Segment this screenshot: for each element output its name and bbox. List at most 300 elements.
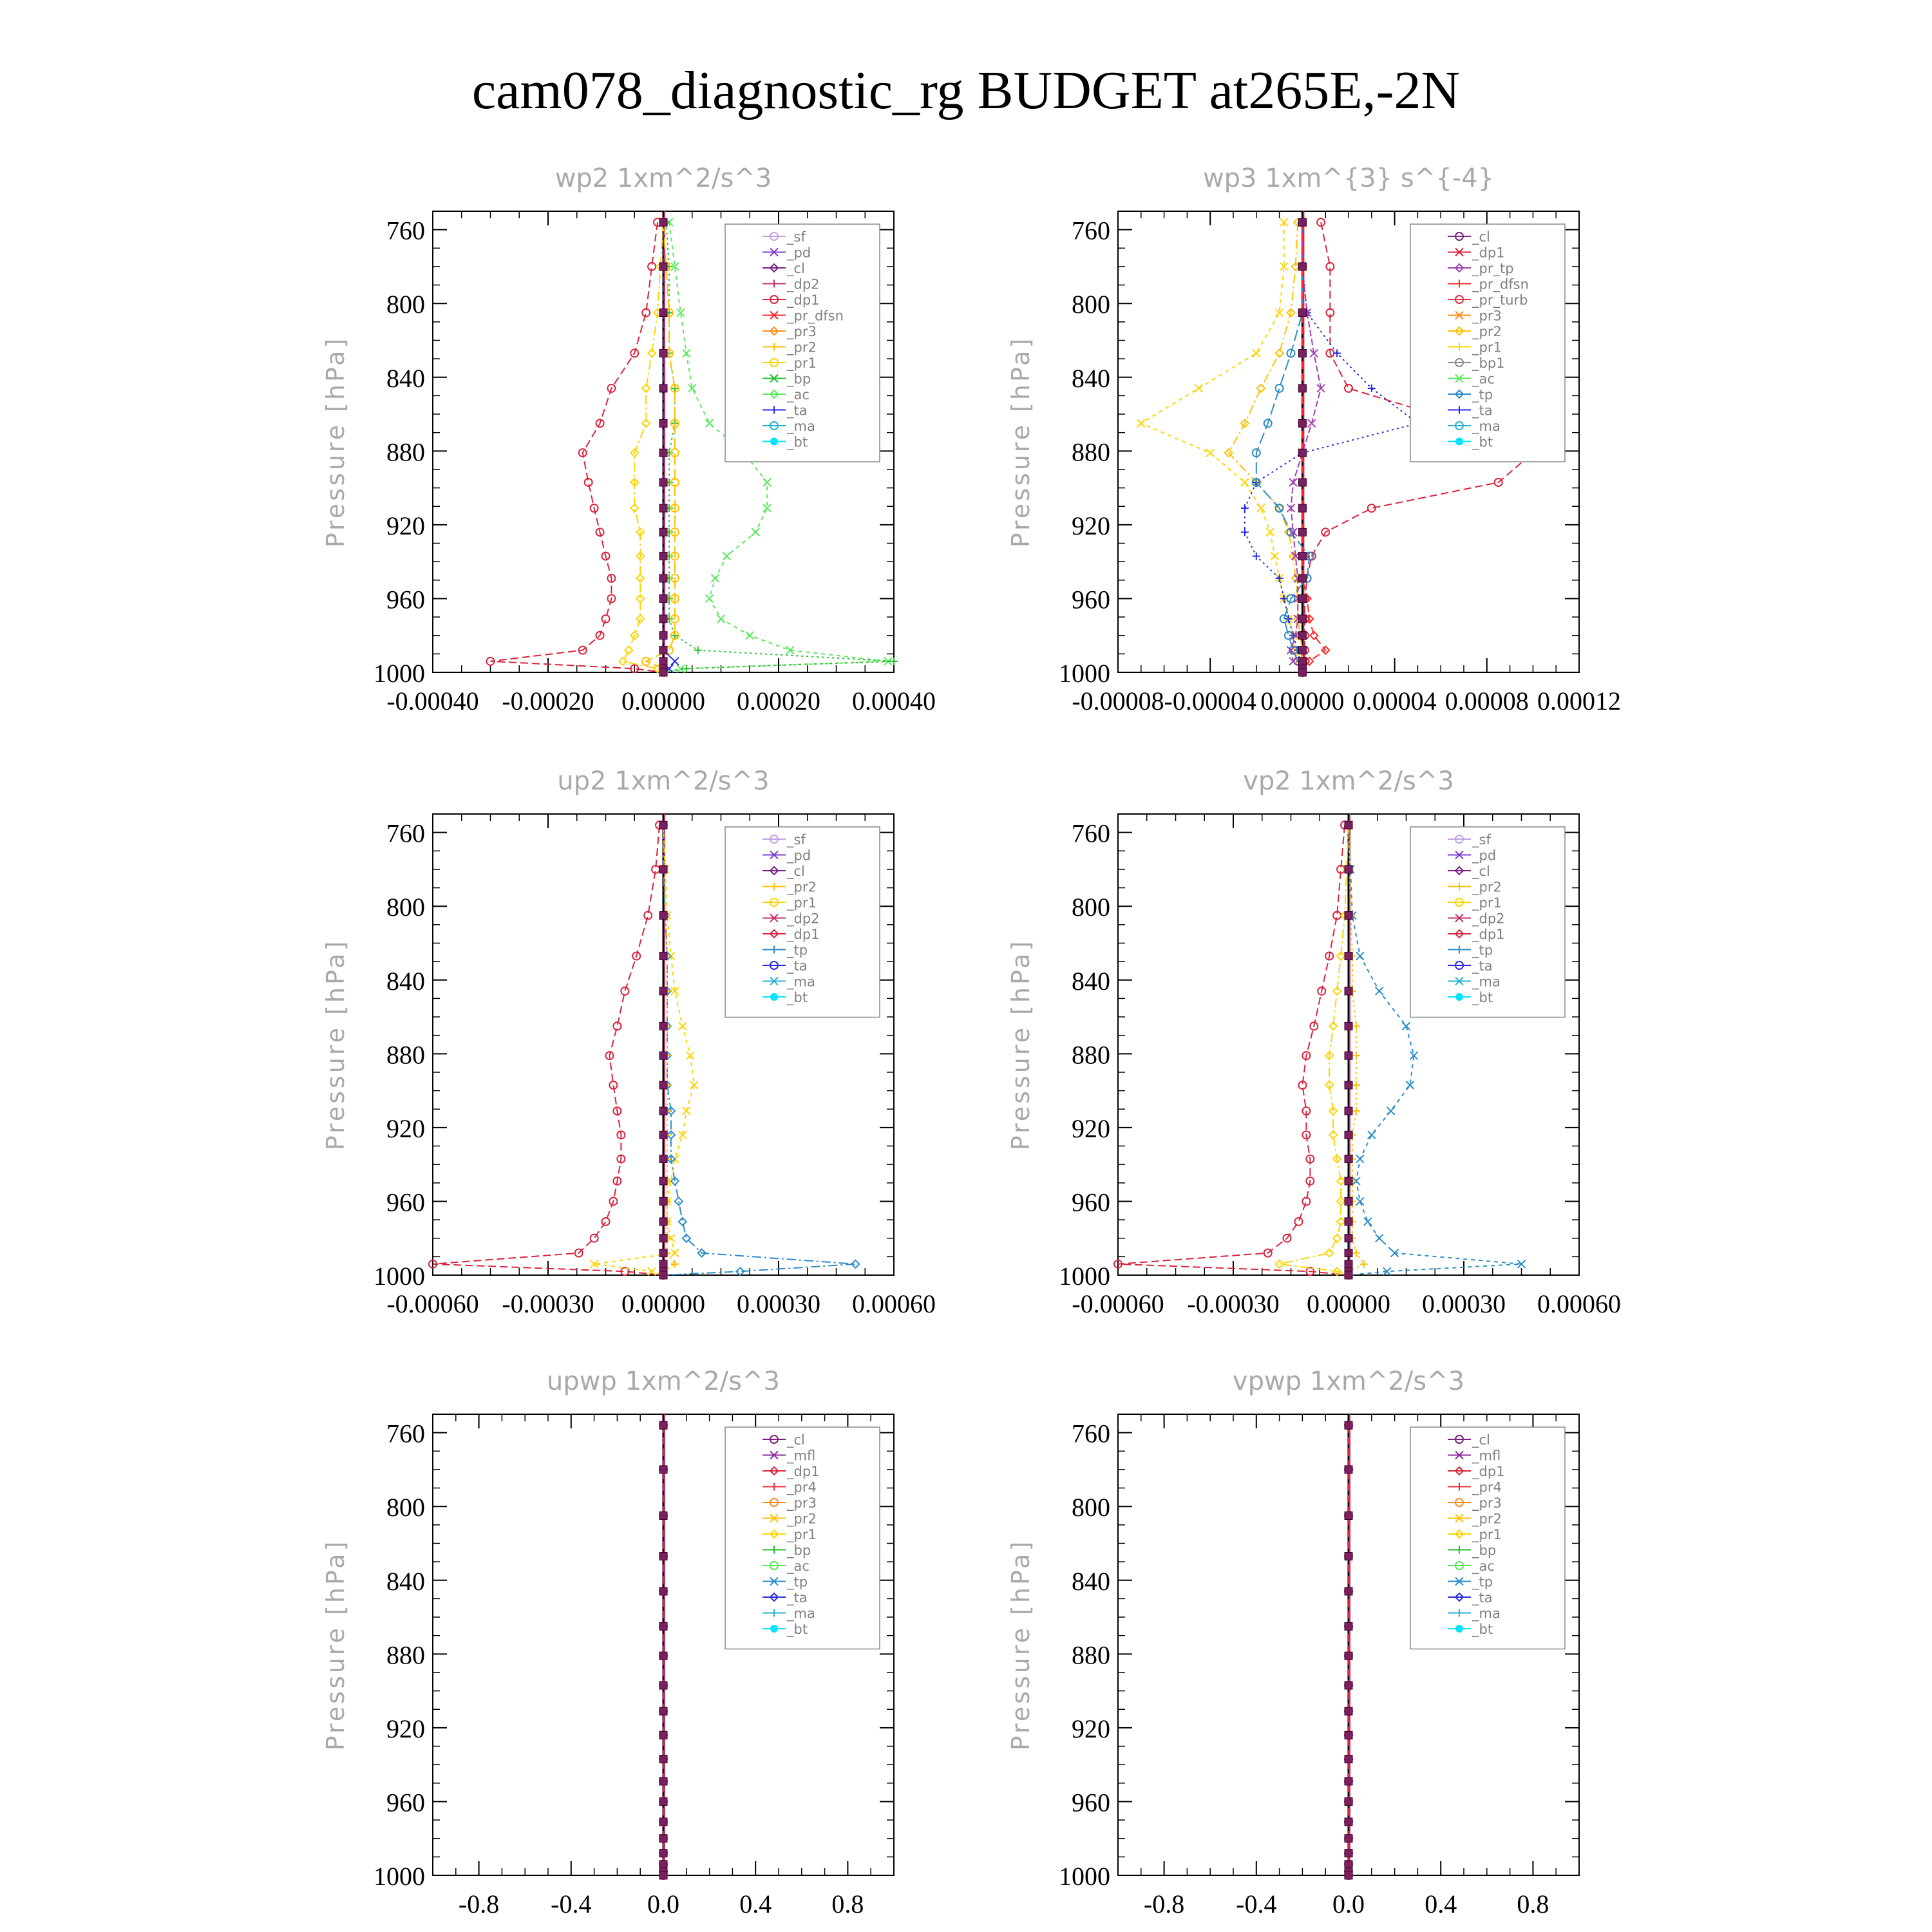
series-line-_tp bbox=[1256, 222, 1309, 672]
zero-stack-marker bbox=[659, 1871, 667, 1879]
legend-label: _ma bbox=[787, 1605, 815, 1622]
y-tick-label: 880 bbox=[386, 1040, 425, 1070]
zero-stack-marker bbox=[659, 1707, 667, 1715]
y-tick-label: 800 bbox=[1072, 893, 1110, 922]
y-axis-label: Pressure [hPa] bbox=[321, 336, 350, 548]
zero-stack-marker bbox=[659, 1861, 667, 1868]
x-tick-label: -0.4 bbox=[1236, 1889, 1277, 1918]
legend-label: _cl bbox=[787, 1432, 805, 1448]
zero-stack-marker bbox=[659, 309, 667, 317]
series-point-_tp bbox=[1376, 1235, 1383, 1242]
zero-stack-marker bbox=[1345, 1652, 1352, 1660]
legend-label: _cl bbox=[1472, 1432, 1490, 1448]
zero-stack-marker bbox=[659, 615, 667, 623]
chart-panel-3 bbox=[321, 766, 936, 1318]
series-point-_pr2 bbox=[1352, 1107, 1360, 1115]
series-line-_ta bbox=[1245, 222, 1417, 672]
zero-stack-marker bbox=[1345, 1052, 1352, 1059]
legend-label: _pr2 bbox=[787, 879, 817, 895]
zero-stack-marker bbox=[659, 528, 667, 536]
legend-label: _ac bbox=[787, 387, 810, 402]
legend-label: _ma bbox=[1472, 419, 1501, 434]
legend-label: _bp bbox=[1472, 1542, 1497, 1558]
zero-stack-marker bbox=[659, 1553, 667, 1560]
y-tick-label: 760 bbox=[1072, 1419, 1110, 1448]
series-point-_tp bbox=[1356, 1155, 1364, 1163]
x-tick-label: 0.00000 bbox=[1260, 687, 1345, 715]
series-point-_dp1 bbox=[1294, 1218, 1302, 1226]
zero-stack-marker bbox=[1345, 1553, 1352, 1560]
legend-label: _bp bbox=[787, 1542, 811, 1558]
y-tick-label: 960 bbox=[1072, 1188, 1110, 1217]
series-point-_pr2 bbox=[1352, 1081, 1360, 1089]
chart-panel-2 bbox=[1007, 164, 1621, 715]
zero-stack-marker bbox=[1345, 1818, 1352, 1826]
zero-stack-marker bbox=[1345, 1155, 1352, 1163]
legend-swatch-marker bbox=[770, 438, 778, 446]
series-point-_pr2 bbox=[671, 1260, 679, 1268]
legend-label: _pr2 bbox=[1472, 324, 1502, 339]
zero-stack-marker bbox=[1298, 668, 1306, 676]
zero-stack-marker bbox=[1345, 1022, 1352, 1030]
zero-stack-marker bbox=[659, 263, 667, 270]
y-tick-label: 760 bbox=[386, 216, 425, 245]
zero-stack-marker bbox=[659, 1681, 667, 1689]
zero-stack-marker bbox=[1298, 263, 1306, 270]
legend-label: _cl bbox=[1472, 864, 1490, 879]
zero-stack-marker bbox=[659, 449, 667, 457]
series-point-_pr1 bbox=[671, 1249, 679, 1257]
y-tick-label: 840 bbox=[386, 1566, 425, 1596]
y-tick-label: 1000 bbox=[1059, 659, 1110, 688]
y-tick-label: 880 bbox=[1072, 1640, 1110, 1670]
y-tick-label: 760 bbox=[386, 1419, 425, 1448]
legend-label: _tp bbox=[787, 1574, 808, 1590]
legend-label: _bt bbox=[1472, 434, 1493, 450]
series-point-_pr2 bbox=[1352, 1249, 1360, 1257]
series-line-_pr2 bbox=[1229, 222, 1303, 672]
series-point-_pr1 bbox=[1137, 419, 1145, 427]
legend-label: _pd bbox=[1472, 848, 1497, 864]
legend bbox=[1410, 1427, 1565, 1649]
series-point-_tp bbox=[1368, 1131, 1376, 1139]
legend bbox=[725, 1427, 880, 1649]
zero-stack-marker bbox=[659, 1777, 667, 1785]
y-axis-label: Pressure [hPa] bbox=[1007, 336, 1035, 548]
zero-stack-marker bbox=[1345, 1681, 1352, 1689]
zero-stack-marker bbox=[1298, 574, 1306, 582]
legend-label: _pr2 bbox=[787, 339, 817, 355]
x-tick-label: -0.4 bbox=[551, 1889, 592, 1918]
series-point-_pr1 bbox=[636, 574, 644, 582]
series-line-_pr2 bbox=[1349, 825, 1364, 1275]
y-axis-label: Pressure [hPa] bbox=[321, 938, 350, 1151]
series-point-_pr1 bbox=[619, 658, 627, 665]
series-point-_pr2 bbox=[1360, 1260, 1368, 1268]
legend-label: _dp2 bbox=[787, 276, 820, 292]
legend-label: _pd bbox=[787, 848, 811, 864]
zero-stack-marker bbox=[659, 384, 667, 392]
x-tick-label: 0.00008 bbox=[1444, 687, 1529, 715]
zero-stack-marker bbox=[1345, 1850, 1352, 1857]
panel-title: wp2 1xm^2/s^3 bbox=[554, 164, 772, 193]
zero-stack-marker bbox=[659, 1260, 667, 1268]
zero-stack-marker bbox=[1298, 309, 1306, 317]
zero-stack-marker bbox=[659, 1107, 667, 1115]
legend-label: _ma bbox=[1472, 974, 1501, 990]
y-tick-label: 760 bbox=[1072, 216, 1110, 245]
zero-stack-marker bbox=[659, 1177, 667, 1185]
series-point-_pr1 bbox=[1253, 350, 1260, 357]
zero-stack-marker bbox=[659, 952, 667, 960]
zero-stack-marker bbox=[1345, 1861, 1352, 1868]
legend-label: _pr2 bbox=[1472, 879, 1502, 895]
y-tick-label: 800 bbox=[386, 1493, 425, 1522]
chart-panel-5 bbox=[321, 1367, 894, 1918]
series-point-_pr1 bbox=[1271, 553, 1278, 560]
series-point-_pr1 bbox=[679, 1022, 687, 1030]
x-tick-label: -0.00004 bbox=[1164, 687, 1256, 715]
legend-label: _bt bbox=[1472, 990, 1493, 1005]
zero-stack-marker bbox=[1345, 1756, 1352, 1763]
series-point-_ac bbox=[752, 528, 759, 536]
zero-stack-marker bbox=[659, 1466, 667, 1473]
series-line-_pr1 bbox=[594, 825, 694, 1275]
series-point-_pr2 bbox=[1276, 350, 1283, 357]
legend-label: _bp1 bbox=[1472, 355, 1505, 371]
legend-label: _dp2 bbox=[1472, 911, 1505, 927]
zero-stack-marker bbox=[659, 821, 667, 829]
zero-stack-marker bbox=[659, 1155, 667, 1163]
legend-label: _pr1 bbox=[1472, 339, 1502, 355]
zero-stack-marker bbox=[659, 912, 667, 920]
legend-label: _ta bbox=[787, 958, 808, 974]
zero-stack-marker bbox=[659, 1081, 667, 1089]
zero-stack-marker bbox=[1298, 350, 1306, 357]
series-point-_pr1 bbox=[683, 1107, 690, 1115]
x-tick-label: 0.8 bbox=[831, 1889, 864, 1918]
panel-title: up2 1xm^2/s^3 bbox=[557, 766, 770, 796]
y-tick-label: 960 bbox=[386, 1188, 425, 1217]
legend-label: _ta bbox=[1472, 958, 1493, 974]
legend-label: _tp bbox=[1472, 942, 1493, 958]
legend-label: _ac bbox=[787, 1558, 810, 1574]
zero-stack-marker bbox=[1298, 594, 1306, 602]
legend-label: _pr_turb bbox=[1472, 292, 1528, 308]
legend bbox=[725, 224, 880, 462]
zero-stack-marker bbox=[1298, 658, 1306, 665]
zero-stack-marker bbox=[659, 647, 667, 654]
legend-label: _dp1 bbox=[1472, 927, 1505, 942]
legend-label: _pr1 bbox=[787, 1527, 817, 1542]
y-tick-label: 960 bbox=[1072, 1788, 1110, 1817]
series-point-_bp1 bbox=[1345, 384, 1352, 392]
x-tick-label: -0.00060 bbox=[386, 1289, 479, 1318]
zero-stack-marker bbox=[659, 1218, 667, 1226]
zero-stack-marker bbox=[659, 658, 667, 665]
y-tick-label: 880 bbox=[386, 1640, 425, 1670]
zero-stack-marker bbox=[659, 987, 667, 995]
zero-stack-marker bbox=[659, 1421, 667, 1429]
series-line-_pr2 bbox=[646, 222, 675, 672]
x-tick-label: 0.0 bbox=[647, 1889, 679, 1918]
panel-title: vp2 1xm^2/s^3 bbox=[1243, 766, 1454, 796]
series-line-_dp1 bbox=[433, 825, 663, 1275]
zero-stack-marker bbox=[1345, 1731, 1352, 1739]
zero-stack-marker bbox=[659, 1850, 667, 1857]
zero-stack-marker bbox=[1298, 504, 1306, 512]
series-line-_pr1 bbox=[1280, 825, 1349, 1275]
zero-stack-marker bbox=[659, 1197, 667, 1205]
zero-stack-marker bbox=[1298, 218, 1306, 226]
legend-label: _pr3 bbox=[1472, 308, 1502, 324]
series-point-_dp1 bbox=[621, 987, 629, 995]
legend-label: _pr1 bbox=[787, 895, 817, 911]
x-tick-label: 0.00060 bbox=[852, 1289, 936, 1318]
zero-stack-marker bbox=[1345, 1707, 1352, 1715]
zero-stack-marker bbox=[1345, 1777, 1352, 1785]
y-tick-label: 800 bbox=[1072, 1493, 1110, 1522]
figure-title: cam078_diagnostic_rg BUDGET at265E,-2N bbox=[471, 61, 1461, 120]
legend-label: _bp bbox=[787, 371, 811, 387]
y-tick-label: 840 bbox=[1072, 1566, 1110, 1596]
series-point-_dp1 bbox=[591, 1235, 598, 1242]
legend-label: _sf bbox=[787, 832, 806, 848]
zero-stack-marker bbox=[659, 1235, 667, 1242]
zero-stack-marker bbox=[1345, 1512, 1352, 1520]
legend-label: _cl bbox=[787, 261, 805, 276]
y-tick-label: 920 bbox=[386, 1714, 425, 1743]
zero-stack-marker bbox=[1345, 1466, 1352, 1473]
legend-label: _ac bbox=[1472, 371, 1495, 387]
zero-stack-marker bbox=[659, 1797, 667, 1805]
legend-label: _ma bbox=[1472, 1605, 1501, 1622]
zero-stack-marker bbox=[659, 218, 667, 226]
legend-label: _mfl bbox=[1472, 1448, 1501, 1464]
y-tick-label: 800 bbox=[386, 290, 425, 319]
series-point-_pr1 bbox=[1206, 449, 1214, 457]
series-point-_ac bbox=[763, 478, 771, 486]
legend-label: _cl bbox=[1472, 229, 1490, 245]
zero-stack-marker bbox=[1345, 866, 1352, 873]
zero-stack-marker bbox=[1345, 1197, 1352, 1205]
x-tick-label: 0.0 bbox=[1332, 1889, 1365, 1918]
legend-label: _cl bbox=[787, 864, 805, 879]
y-tick-label: 1000 bbox=[1059, 1862, 1110, 1891]
series-point-_ac bbox=[746, 632, 753, 639]
zero-stack-marker bbox=[659, 419, 667, 427]
series-line-_pr1 bbox=[1141, 222, 1303, 672]
zero-stack-marker bbox=[659, 478, 667, 486]
series-point-_tp bbox=[1356, 1197, 1364, 1205]
series-point-_ac bbox=[706, 594, 714, 602]
x-tick-label: 0.00020 bbox=[737, 687, 820, 715]
x-tick-label: 0.00060 bbox=[1537, 1289, 1621, 1318]
y-tick-label: 920 bbox=[1072, 1714, 1110, 1743]
legend-label: _tp bbox=[1472, 1574, 1493, 1590]
y-axis-label: Pressure [hPa] bbox=[321, 1539, 350, 1751]
y-tick-label: 800 bbox=[386, 893, 425, 922]
series-point-_tp bbox=[1387, 1107, 1395, 1115]
legend-label: _mfl bbox=[787, 1448, 816, 1464]
zero-stack-marker bbox=[659, 1022, 667, 1030]
series-point-_ta bbox=[1253, 553, 1260, 560]
x-tick-label: 0.4 bbox=[739, 1889, 772, 1918]
panel-title: upwp 1xm^2/s^3 bbox=[547, 1367, 780, 1396]
legend-label: _pr_tp bbox=[1472, 261, 1514, 276]
zero-stack-marker bbox=[659, 504, 667, 512]
zero-stack-marker bbox=[659, 1131, 667, 1139]
y-tick-label: 960 bbox=[386, 1788, 425, 1817]
x-tick-label: -0.00040 bbox=[386, 687, 479, 715]
legend-label: _dp1 bbox=[1472, 245, 1505, 261]
series-point-_pr1 bbox=[1195, 384, 1202, 392]
series-point-_pr_tp bbox=[1289, 478, 1297, 486]
zero-stack-marker bbox=[659, 1652, 667, 1660]
zero-stack-marker bbox=[1345, 1260, 1352, 1268]
legend-label: _ta bbox=[1472, 402, 1493, 419]
zero-stack-marker bbox=[659, 1835, 667, 1842]
series-point-_dp1 bbox=[602, 1218, 610, 1226]
series-point-_pr1 bbox=[1241, 478, 1249, 486]
legend-label: _pr3 bbox=[1472, 1495, 1502, 1511]
zero-stack-marker bbox=[1345, 1871, 1352, 1879]
zero-stack-marker bbox=[1345, 1587, 1352, 1595]
legend-label: _ma bbox=[787, 974, 815, 990]
zero-stack-marker bbox=[1298, 553, 1306, 560]
legend-label: _pr1 bbox=[787, 355, 817, 371]
legend-label: _bt bbox=[787, 434, 808, 450]
zero-stack-marker bbox=[1345, 1131, 1352, 1139]
x-tick-label: 0.00030 bbox=[737, 1289, 820, 1318]
series-point-_pr1 bbox=[625, 647, 632, 654]
zero-stack-marker bbox=[659, 1622, 667, 1630]
series-point-_tp bbox=[1276, 384, 1283, 392]
legend-label: _sf bbox=[787, 229, 806, 245]
y-tick-label: 880 bbox=[1072, 1040, 1110, 1070]
x-tick-label: -0.00020 bbox=[502, 687, 594, 715]
zero-stack-marker bbox=[659, 594, 667, 602]
zero-stack-marker bbox=[1298, 647, 1306, 654]
zero-stack-marker bbox=[1298, 632, 1306, 639]
legend-label: _dp1 bbox=[787, 927, 820, 942]
legend-label: _dp1 bbox=[787, 292, 820, 308]
y-tick-label: 840 bbox=[1072, 966, 1110, 996]
legend-label: _pr_dfsn bbox=[1472, 276, 1529, 292]
legend-label: _tp bbox=[1472, 387, 1493, 402]
series-point-_pr1 bbox=[1257, 504, 1265, 512]
zero-stack-marker bbox=[1345, 1622, 1352, 1630]
series-line-_dp1 bbox=[491, 222, 664, 672]
legend-swatch-marker bbox=[1455, 993, 1463, 1001]
zero-stack-marker bbox=[1345, 1218, 1352, 1226]
zero-stack-marker bbox=[659, 1512, 667, 1520]
legend-label: _pr2 bbox=[1472, 1511, 1502, 1527]
chart-panel-4 bbox=[1007, 766, 1621, 1318]
x-tick-label: 0.00000 bbox=[621, 1289, 705, 1318]
y-tick-label: 920 bbox=[386, 511, 425, 540]
zero-stack-marker bbox=[659, 668, 667, 676]
legend-label: _pr2 bbox=[787, 1511, 817, 1527]
legend-label: _tp bbox=[787, 942, 808, 958]
legend-label: _pr1 bbox=[1472, 1527, 1502, 1542]
x-tick-label: 0.4 bbox=[1425, 1889, 1457, 1918]
zero-stack-marker bbox=[659, 553, 667, 560]
legend-label: _pr1 bbox=[1472, 895, 1502, 911]
zero-stack-marker bbox=[659, 1756, 667, 1763]
zero-stack-marker bbox=[1345, 1249, 1352, 1257]
zero-stack-marker bbox=[1345, 1107, 1352, 1115]
series-point-_tp bbox=[1376, 987, 1383, 995]
legend-label: _ta bbox=[787, 1590, 808, 1605]
series-point-_ta bbox=[1241, 528, 1249, 536]
zero-stack-marker bbox=[659, 1052, 667, 1059]
legend-label: _pr4 bbox=[1472, 1479, 1502, 1495]
series-point-_pr1 bbox=[690, 1081, 698, 1089]
y-tick-label: 1000 bbox=[374, 659, 425, 688]
legend bbox=[1410, 827, 1565, 1018]
y-tick-label: 880 bbox=[386, 437, 425, 467]
y-tick-label: 1000 bbox=[374, 1262, 425, 1291]
series-point-_ac bbox=[723, 553, 730, 560]
series-point-_pr2 bbox=[1352, 1022, 1360, 1030]
series-line-_dp1 bbox=[1118, 825, 1349, 1275]
y-tick-label: 840 bbox=[386, 966, 425, 996]
y-tick-label: 960 bbox=[386, 585, 425, 614]
y-axis-label: Pressure [hPa] bbox=[1007, 938, 1035, 1151]
zero-stack-marker bbox=[659, 1271, 667, 1279]
zero-stack-marker bbox=[1298, 528, 1306, 536]
legend-label: _bt bbox=[787, 1622, 808, 1637]
zero-stack-marker bbox=[1345, 952, 1352, 960]
zero-stack-marker bbox=[1298, 384, 1306, 392]
legend-label: _dp1 bbox=[1472, 1464, 1505, 1479]
chart-panel-6 bbox=[1007, 1367, 1579, 1918]
y-tick-label: 840 bbox=[1072, 363, 1110, 393]
series-line-_pr_tp bbox=[1291, 222, 1321, 672]
series-point-_tp bbox=[1403, 1022, 1410, 1030]
legend bbox=[725, 827, 880, 1018]
series-point-_ac bbox=[706, 419, 714, 427]
y-tick-label: 920 bbox=[1072, 1113, 1110, 1143]
series-point-_bp bbox=[694, 647, 702, 654]
zero-stack-marker bbox=[1345, 1421, 1352, 1429]
y-tick-label: 880 bbox=[1072, 437, 1110, 467]
legend-label: _pr3 bbox=[787, 1495, 817, 1511]
y-tick-label: 920 bbox=[1072, 511, 1110, 540]
zero-stack-marker bbox=[659, 632, 667, 639]
legend-label: _bt bbox=[787, 990, 808, 1005]
series-point-_tp bbox=[1364, 1218, 1372, 1226]
legend-label: _ta bbox=[787, 402, 808, 419]
series-point-_pr2 bbox=[1257, 384, 1265, 392]
series-point-_pr2 bbox=[1352, 1052, 1360, 1059]
zero-stack-marker bbox=[659, 866, 667, 873]
y-axis-label: Pressure [hPa] bbox=[1007, 1539, 1035, 1751]
series-point-_tp bbox=[1356, 952, 1364, 960]
panel-title: vpwp 1xm^2/s^3 bbox=[1232, 1367, 1465, 1396]
panels-group bbox=[321, 164, 1621, 1918]
x-tick-label: 0.00000 bbox=[621, 687, 705, 715]
zero-stack-marker bbox=[1298, 478, 1306, 486]
x-tick-label: 0.00000 bbox=[1307, 1289, 1390, 1318]
y-tick-label: 760 bbox=[1072, 819, 1110, 848]
zero-stack-marker bbox=[1345, 1177, 1352, 1185]
zero-stack-marker bbox=[1345, 1271, 1352, 1279]
series-line-_pr1 bbox=[623, 222, 663, 672]
zero-stack-marker bbox=[1298, 419, 1306, 427]
x-tick-label: -0.00008 bbox=[1072, 687, 1164, 715]
